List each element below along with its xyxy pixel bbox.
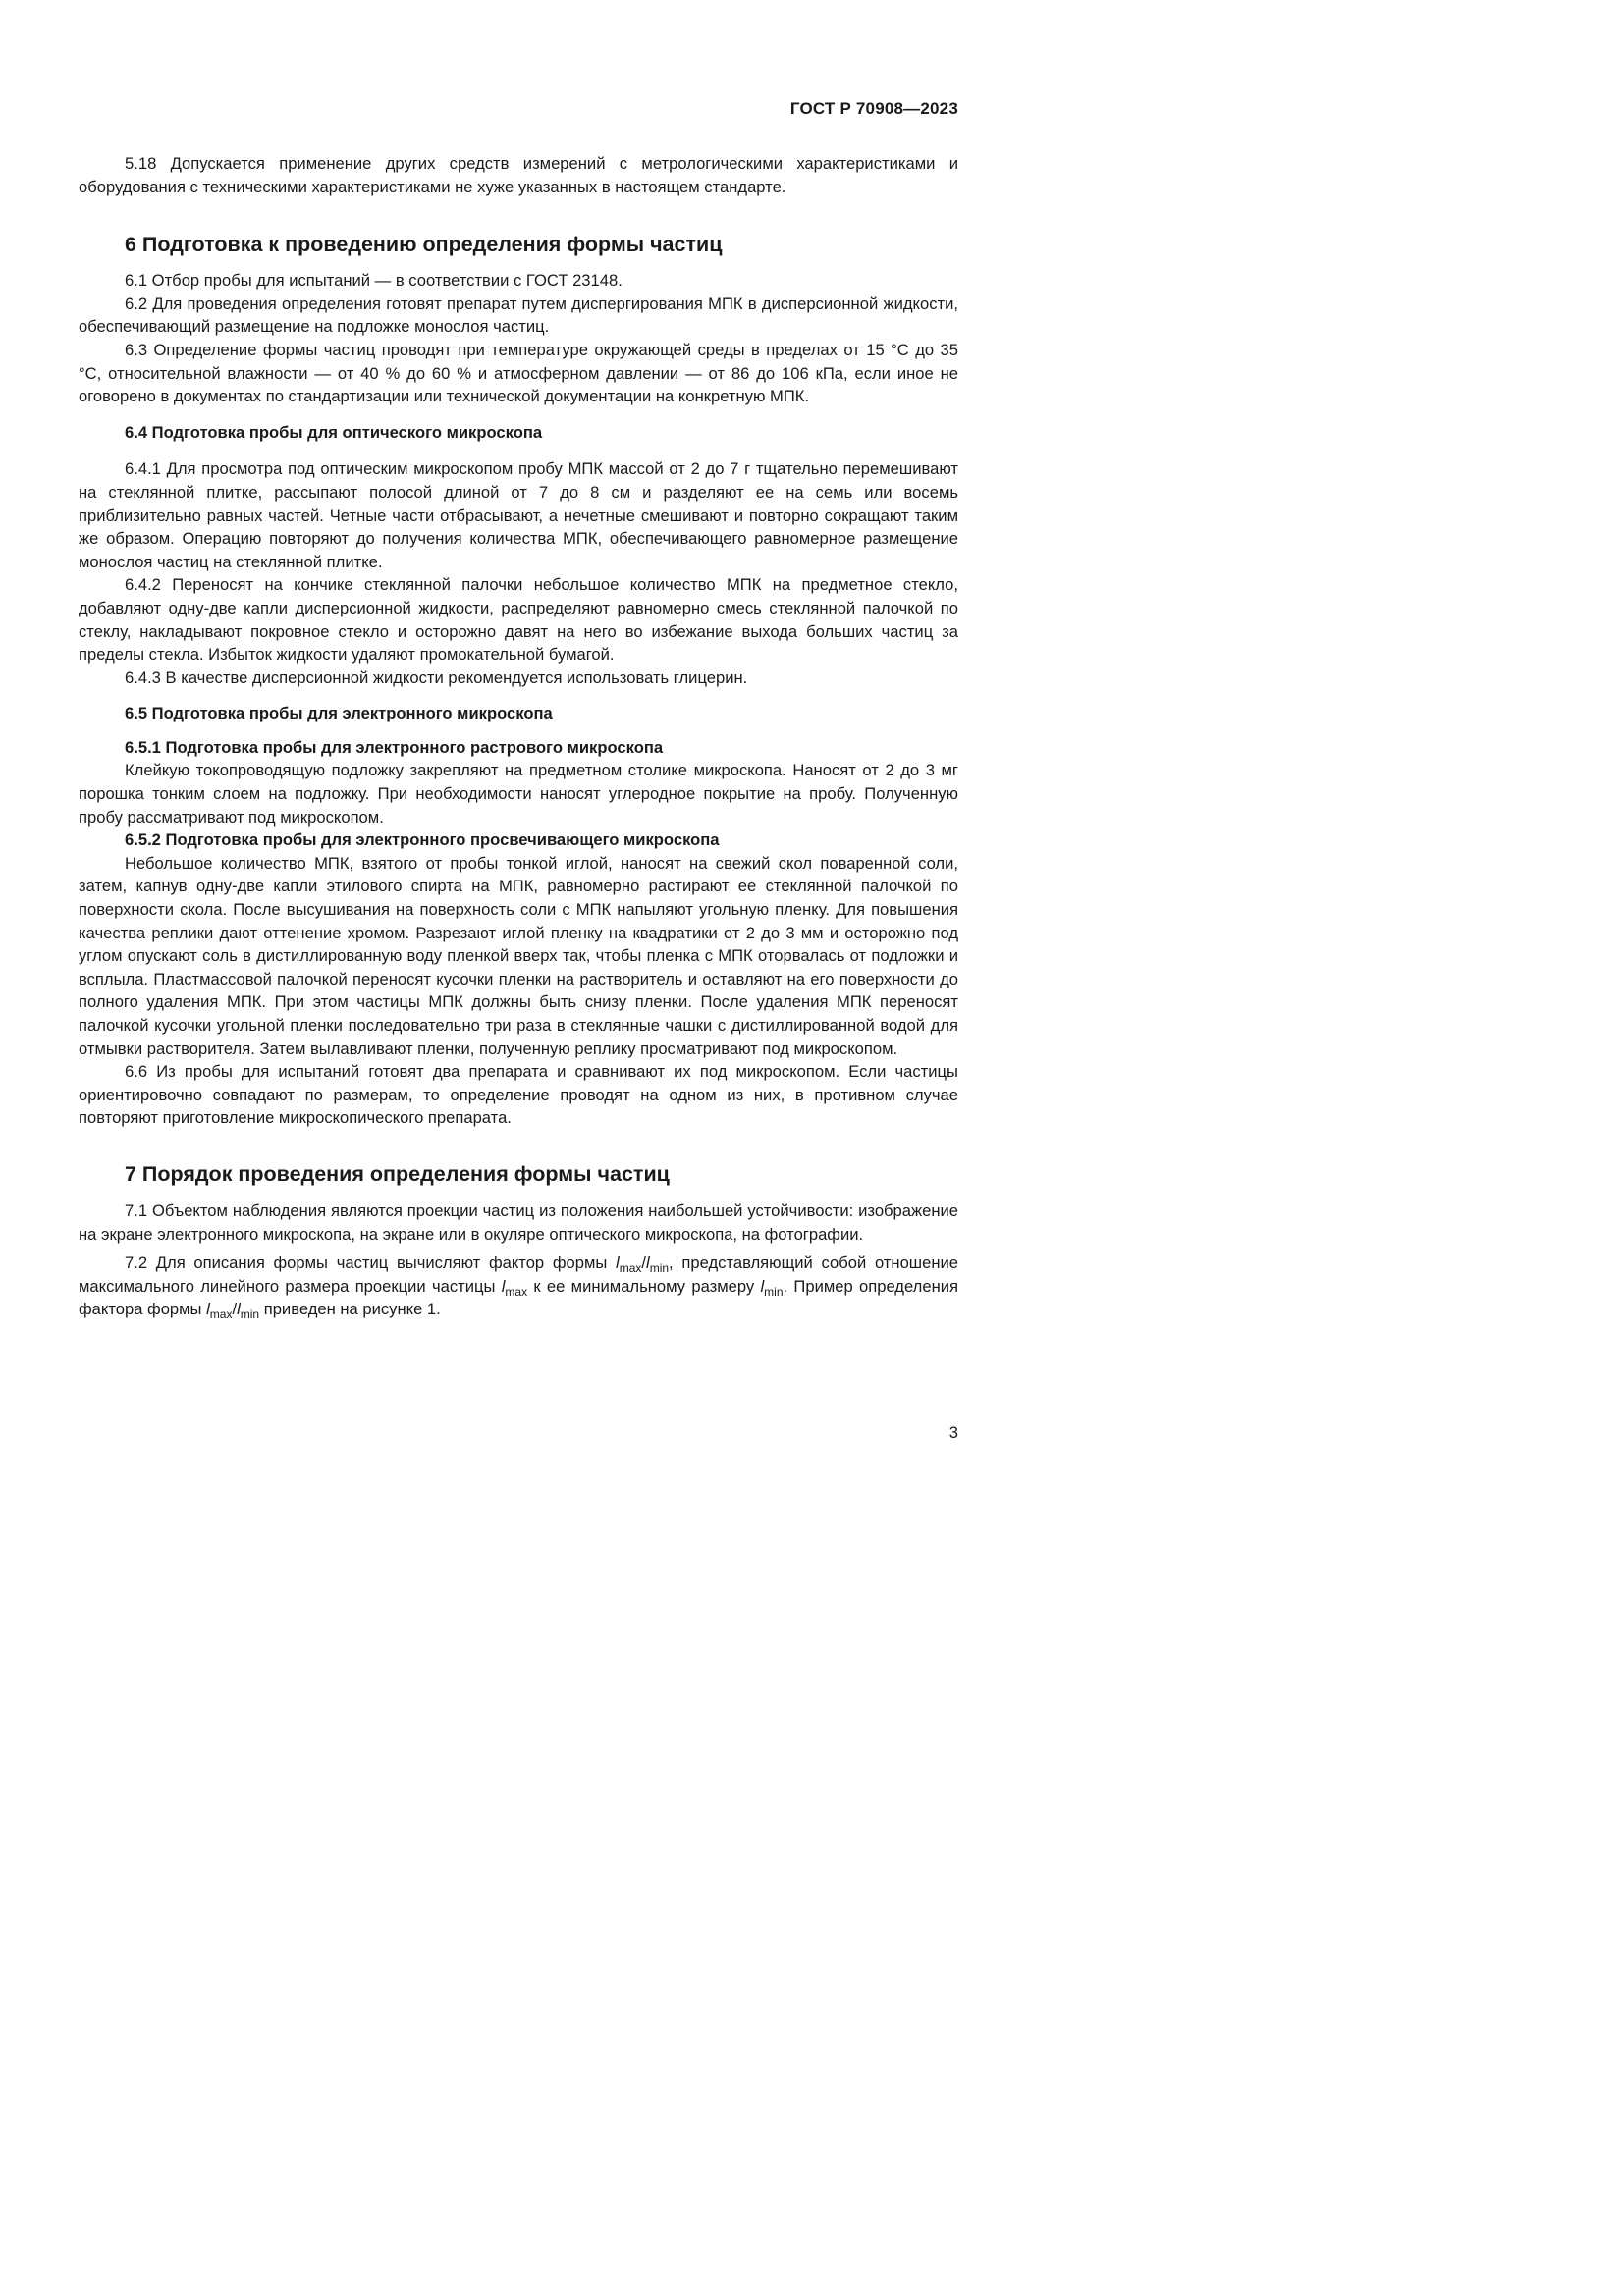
text-7-2-part4: . Пример определения фактора формы <box>79 1276 958 1319</box>
subscript-min: min <box>240 1308 260 1322</box>
text-7-2-part1: 7.2 Для описания формы частиц вычисляют фактор формы <box>125 1254 617 1273</box>
subscript-min: min <box>764 1284 784 1299</box>
paragraph-6-1: 6.1 Отбор пробы для испытаний — в соответствии с ГОСТ 23148. <box>125 271 623 291</box>
paragraph-6-3: 6.3 Определение формы частиц проводят при температуре окружающей среды в пределах от 15 °С до 35 °С, относительной влажности — от 40 % до 60 % и атмосферном давлении — от 86 до 106 кПа, если иное не оговорено в документах по стандартизации или технической документации на конкретную МПК. <box>79 340 958 406</box>
text-7-2-part2: , представляющий собой отношение максимального линейного размера проекции частицы <box>79 1254 959 1296</box>
formula-l: l <box>206 1300 210 1319</box>
page-number: 3 <box>948 1423 958 1442</box>
paragraph-6-5-2: Небольшое количество МПК, взятого от пробы тонкой иглой, наносят на свежий скол поваренной соли, затем, капнув одну-две капли этилового спирта на МПК, равномерно растирают ее стеклянной палочкой по поверхности скола. После высушивания на поверхность соли с МПК напыляют угольную пленку. Для повышения качества реплики дают оттенение хромом. Разрезают иглой пленку на квадратики от 2 до 3 мм и осторожно под углом опускают соль в дистиллированную воду пленкой вверх так, чтобы пленка с МПК оторвалась от подложки и всплыла. Пластмассовой палочкой переносят кусочки пленки на растворитель и оставляют на его поверхности до полного удаления МПК. При этом частицы МПК должны быть снизу пленки. После удаления МПК переносят палочкой кусочки угольной пленки последовательно три раза в стеклянные чашки с дистиллированной водой для отмывки растворителя. Затем вылавливают пленки, полученную реплику просматривают под микроскопом. <box>79 853 958 1058</box>
text-7-2-part3: к ее минимальному размеру <box>527 1276 761 1296</box>
paragraph-7-1: 7.1 Объектом наблюдения являются проекции частиц из положения наибольшей устойчивости: изображение на экране электронного микроскопа, на экране или в окуляре оптического микроскопа, на фотографии. <box>79 1201 958 1244</box>
formula-slash: / <box>232 1300 238 1319</box>
paragraph-6-5-1: Клейкую токопроводящую подложку закрепляют на предметном столике микроскопа. Наносят от 2 до 3 мг порошка тонким слоем на подложку. При необходимости наносят углеродное покрытие на пробу. Полученную пробу рассматривают под микроскопом. <box>79 761 958 827</box>
subscript-max: max <box>619 1261 642 1276</box>
document-page <box>0 0 1082 1531</box>
paragraph-6-4-1: 6.4.1 Для просмотра под оптическим микроскопом пробу МПК массой от 2 до 7 г тщательно перемешивают на стеклянной плитке, рассыпают полосой длиной от 7 до 8 см и разделяют ее на семь или восемь приблизительно равных частей. Четные части отбрасывают, а нечетные смешивают и повторно сокращают таким же образом. Операцию повторяют до получения количества МПК, обеспечивающего равномерное размещение монослоя частиц на стеклянной плитке. <box>79 459 958 571</box>
paragraph-6-4-3: 6.4.3 В качестве дисперсионной жидкости рекомендуется использовать глицерин. <box>125 667 748 687</box>
subscript-max: max <box>505 1284 528 1299</box>
paragraph-6-2: 6.2 Для проведения определения готовят препарат путем диспергирования МПК в дисперсионной жидкости, обеспечивающий размещение на подложке монослоя частиц. <box>79 294 958 337</box>
section-7-title: 7 Порядок проведения определения формы частиц <box>125 1161 670 1186</box>
heading-6-4: 6.4 Подготовка пробы для оптического микроскопа <box>125 422 543 442</box>
formula-l: l <box>760 1276 765 1296</box>
paragraph-7-2 <box>79 1252 958 1321</box>
text-7-2-part5: приведен на рисунке 1. <box>259 1300 441 1319</box>
subscript-min: min <box>649 1261 670 1276</box>
heading-6-5: 6.5 Подготовка пробы для электронного микроскопа <box>125 704 553 723</box>
document-body <box>79 152 958 1321</box>
formula-l: l <box>501 1276 506 1296</box>
formula-l: l <box>237 1300 241 1319</box>
formula-l: l <box>616 1254 620 1273</box>
section-6-title: 6 Подготовка к проведению определения формы частиц <box>125 233 723 257</box>
paragraph-5-18: 5.18 Допускается применение других средств измерений с метрологическими характеристиками и оборудования с техническими характеристиками не хуже указанных в настоящем стандарте. <box>79 154 958 196</box>
document-header: ГОСТ Р 70908—2023 <box>789 99 958 118</box>
heading-6-5-2: 6.5.2 Подготовка пробы для электронного просвечивающего микроскопа <box>125 830 720 850</box>
formula-slash: / <box>641 1254 647 1273</box>
subscript-max: max <box>209 1308 233 1322</box>
formula-l: l <box>646 1254 650 1273</box>
paragraph-6-4-2: 6.4.2 Переносят на кончике стеклянной палочки небольшое количество МПК на предметное стекло, добавляют одну-две капли дисперсионной жидкости, распределяют равномерно смесь стеклянной палочкой по стеклу, накладывают покровное стекло и осторожно давят на него во избежание выхода больших частиц за пределы стекла. Избыток жидкости удаляют промокательной бумагой. <box>79 575 958 665</box>
heading-6-5-1: 6.5.1 Подготовка пробы для электронного растрового микроскопа <box>125 737 664 757</box>
paragraph-6-6: 6.6 Из пробы для испытаний готовят два препарата и сравнивают их под микроскопом. Если частицы ориентировочно совпадают по размерам, то определение проводят на одном из них, в противном случае повторяют приготовление микроскопического препарата. <box>79 1062 958 1128</box>
